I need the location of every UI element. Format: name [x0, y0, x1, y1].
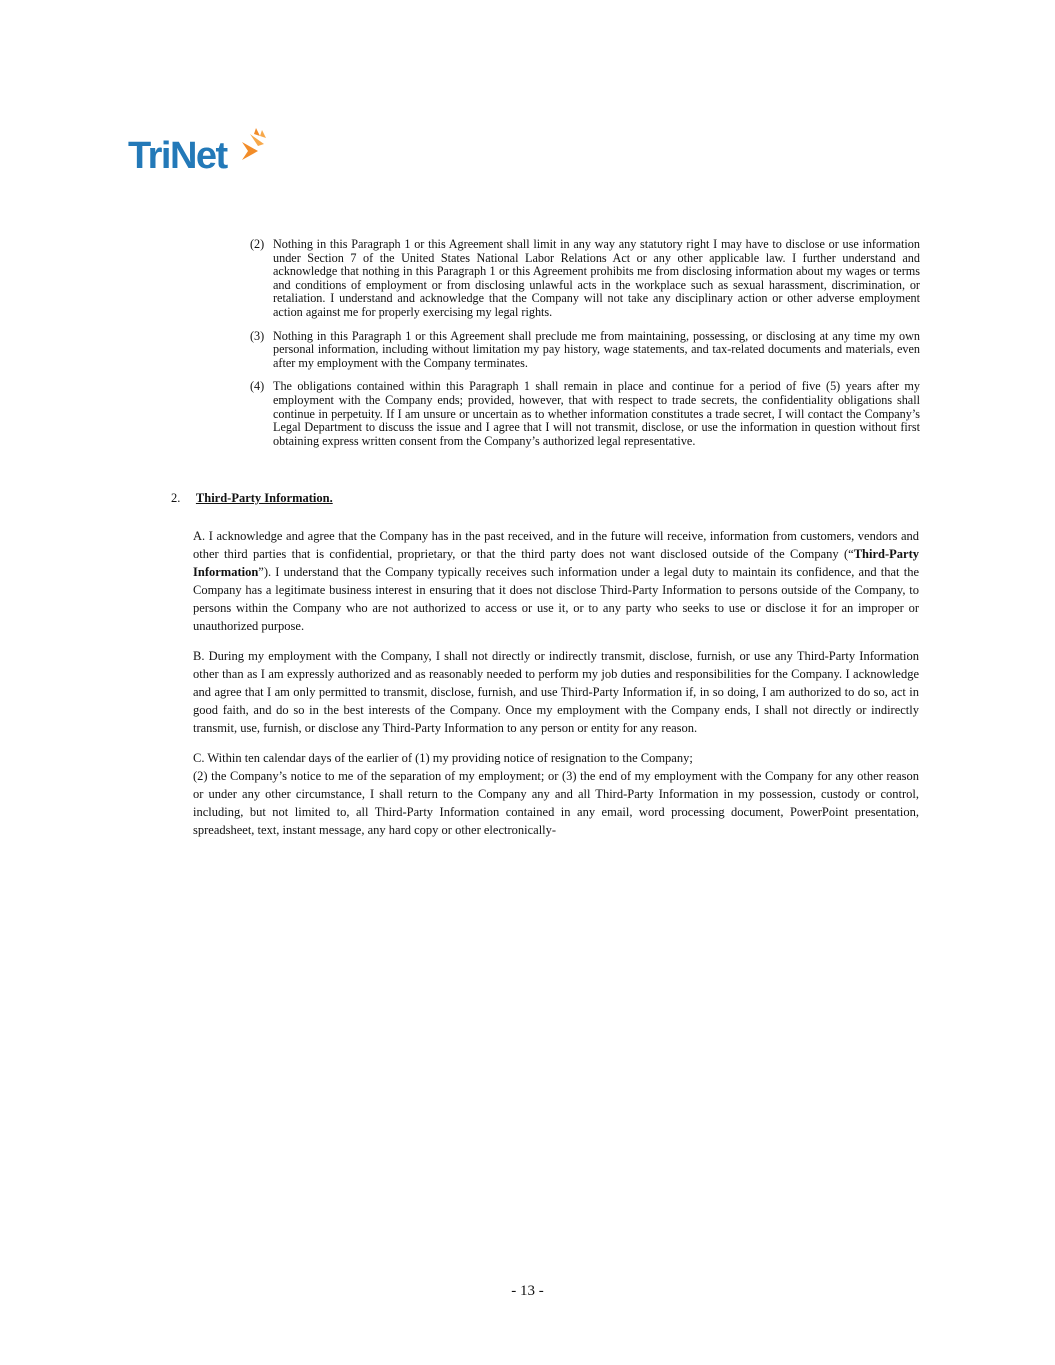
section-title: Third-Party Information. [195, 491, 333, 505]
item-number: (4) [250, 379, 265, 394]
sublist-item-2 [250, 238, 920, 320]
item-number: (3) [250, 328, 265, 343]
logo-wordmark: TriNet [128, 135, 227, 177]
item-text: Nothing in this Paragraph 1 or this Agreement shall limit in any way any statutory right I may have to disclose or use information under Section 7 of the United States National Labor Relations Act or any other applicable law. I further understand and acknowledge that nothing in this Paragraph 1 or this Agreement prohibits me from disclosing information about my wages or terms and conditions of employment or from disclosing unlawful acts in the workplace such as sexual harassment, discrimination, or retaliation. I understand and acknowledge that the Company will not take any disciplinary action or other adverse employment action against me for properly exercising my legal rights. [273, 237, 920, 319]
paragraph-b: B. During my employment with the Company, I shall not directly or indirectly transmit, disclose, furnish, or use any Third-Party Information other than as I am expressly authorized and as reasonably needed to perform my job duties and responsibilities for the Company. I acknowledge and agree that I am only permitted to transmit, disclose, furnish, and use Third-Party Information if, in so doing, I am authorized to do so, act in good faith, and do so in the best interests of the Company. Once my employment with the Company ends, I shall not directly or indirectly transmit, use, furnish, or disclose any Third-Party Information to any person or entity for any reason. [193, 649, 919, 735]
sublist-item-4 [250, 380, 920, 448]
paragraph-a-text-1: A. I acknowledge and agree that the Company has in the past received, and in the future will receive, information from customers, vendors and other third parties that is confidential, proprietary, or that the third party does not want disclosed outside of the Company (“ [193, 529, 919, 561]
section-heading [171, 491, 333, 506]
paragraph-a [193, 527, 919, 635]
paragraph-c-text: (2) the Company’s notice to me of the separation of my employment; or (3) the end of my employment with the Company for any other reason or under any other circumstance, I shall return to the Company any and all Third-Party Information in my possession, custody or control, including, but not limited to, all Third-Party Information contained in any email, word processing document, PowerPoint presentation, spreadsheet, text, instant message, any hard copy or other electronically- [193, 769, 919, 837]
section-body [193, 527, 919, 851]
page-number: - 13 - [511, 1283, 544, 1299]
trinet-logo [128, 126, 268, 182]
item-number: (2) [250, 237, 265, 251]
defined-term: Third-Party Information [193, 547, 919, 579]
sublist [250, 238, 920, 458]
item-text: The obligations contained within this Paragraph 1 shall remain in place and continue for a period of five (5) years after my employment with the Company ends; provided, however, that with respect to trade secrets, the confidentiality obligations shall continue in perpetuity. If I am unsure or uncertain as to whether information constitutes a trade secret, I will contact the Company’s Legal Department to discuss the issue and I agree that I will not transmit, disclose, or use the information in question without first obtaining express written consent from the Company’s authorized legal representative. [273, 379, 920, 448]
sublist-item-3 [250, 330, 920, 371]
logo-arrow-icon [236, 126, 276, 166]
item-text: Nothing in this Paragraph 1 or this Agreement shall preclude me from maintaining, possessing, or disclosing at any time my own personal information, including without limitation my pay history, wage statements, and tax-related documents and materials, even after my employment with the Company terminates. [273, 328, 920, 370]
section-number: 2. [171, 491, 181, 505]
paragraph-c [193, 749, 919, 839]
paragraph-c-line-1: C. Within ten calendar days of the earlier of (1) my providing notice of resignation to the Company; [193, 751, 693, 765]
paragraph-a-text-2: ”). I understand that the Company typically receives such information under a legal duty to maintain its confidence, and that the Company has a legitimate business interest in ensuring that it does not disclose Third-Party Information to persons outside of the Company, to persons within the Company who are not authorized to access or use it, or to any party who seeks to use or disclose it for an improper or unauthorized purpose. [193, 565, 919, 633]
